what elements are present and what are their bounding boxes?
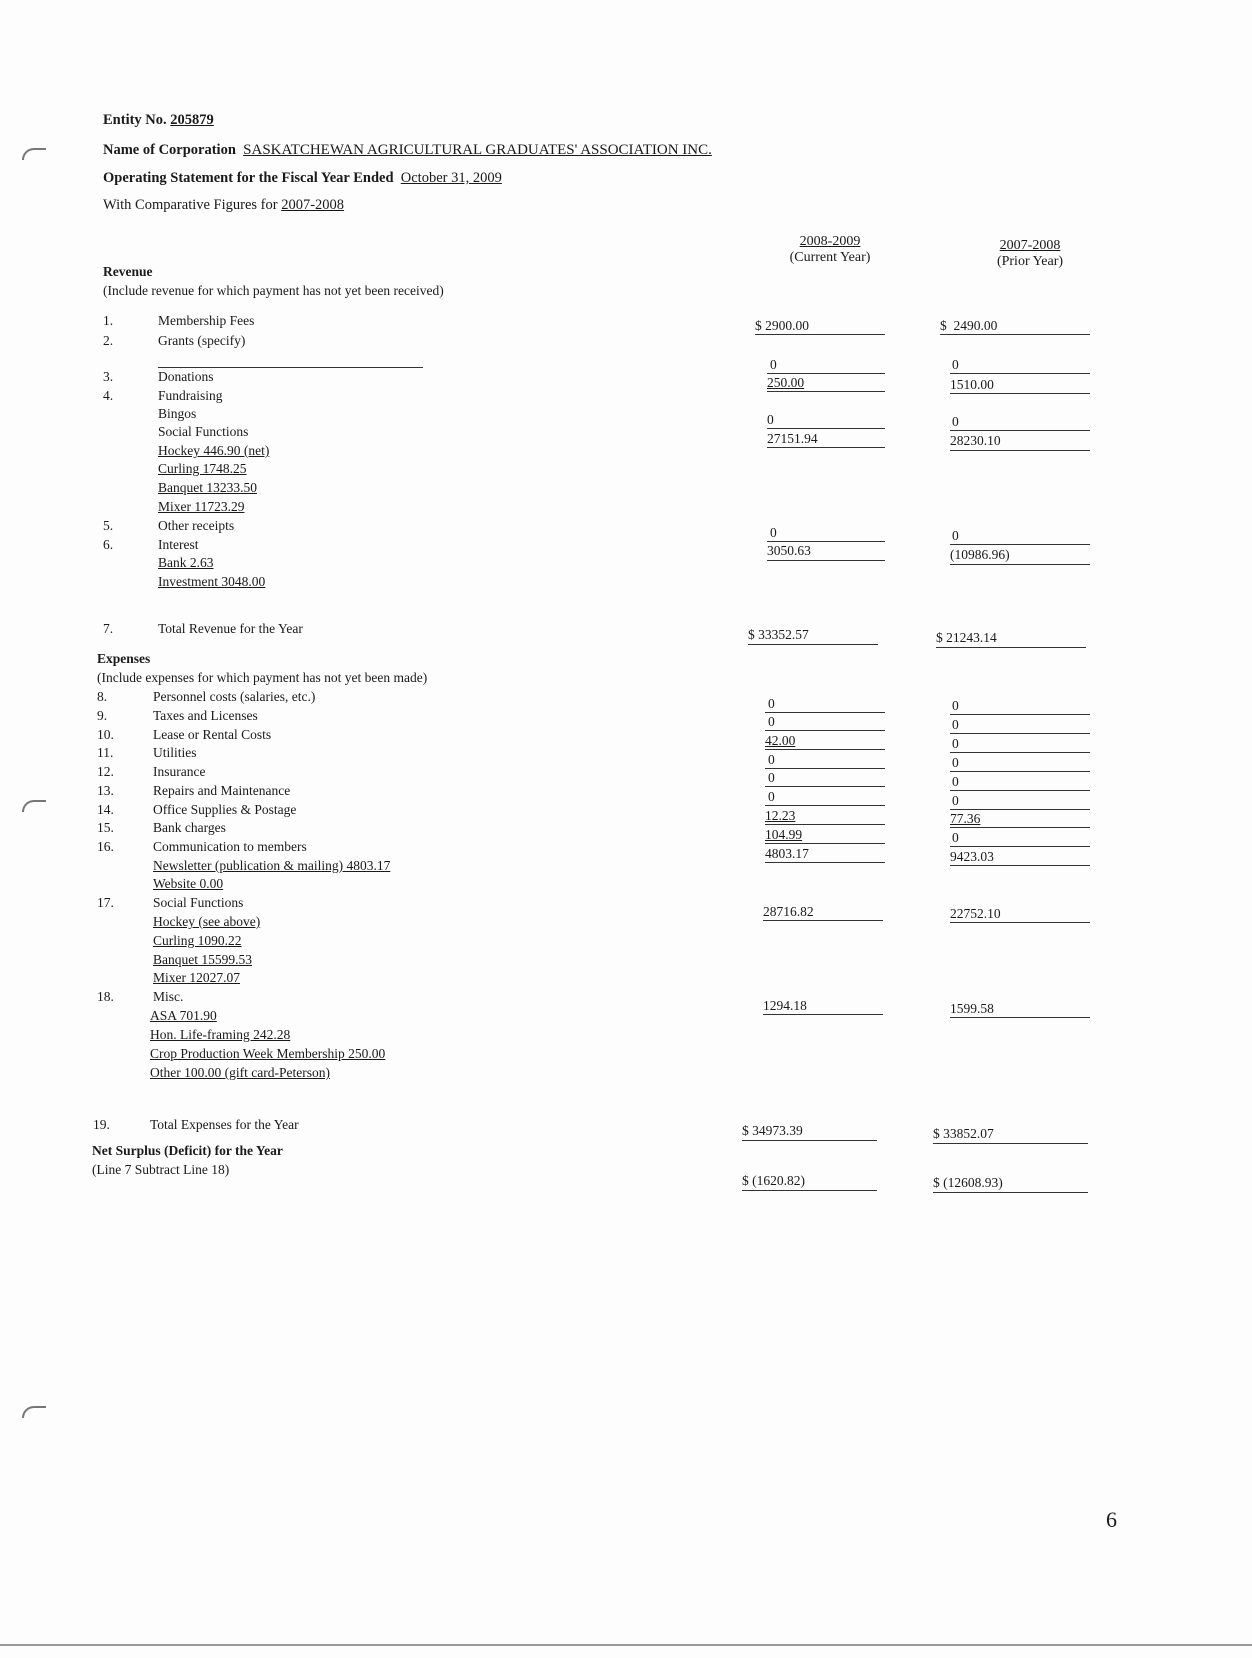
value-social-functions-current: 28716.82 [763, 904, 814, 919]
comparative-line [103, 197, 344, 214]
value-other-receipts-prior: 0 [952, 528, 959, 543]
value-underline [767, 560, 885, 561]
value-underline [767, 541, 885, 542]
value-underline [765, 712, 885, 713]
line-number: 7. [103, 621, 114, 636]
value-misc-current: 1294.18 [763, 998, 807, 1013]
sub-label-hockey: Hockey 446.90 (net) [158, 443, 270, 458]
line-label-office-supplies: Office Supplies & Postage [153, 802, 297, 817]
value-underline [950, 733, 1090, 734]
value-underline [950, 827, 1090, 828]
value-net-surplus-prior: $ (12608.93) [933, 1175, 1003, 1190]
binder-mark [22, 148, 46, 160]
sub-label-curling: Curling 1748.25 [158, 461, 247, 476]
sub-label-crop-production: Crop Production Week Membership 250.00 [150, 1046, 386, 1061]
value-underline [765, 730, 885, 731]
current-year-range: 2008-2009 [799, 234, 861, 249]
value-communication-prior: 9423.03 [950, 849, 994, 864]
line-number: 17. [97, 895, 114, 910]
value-underline [765, 786, 885, 787]
revenue-note: (Include revenue for which payment has not yet been received) [103, 283, 444, 298]
statement-line [103, 170, 502, 187]
value-underline [767, 428, 885, 429]
line-number: 18. [97, 989, 114, 1004]
value-underline [950, 373, 1090, 374]
value-underline [950, 714, 1090, 715]
line-label-communication: Communication to members [153, 839, 307, 854]
line-number: 4. [103, 388, 114, 403]
value-personnel-current: 0 [768, 696, 775, 711]
line-label-personnel: Personnel costs (salaries, etc.) [153, 689, 316, 704]
value-underline [748, 644, 878, 645]
line-label-bank-charges: Bank charges [153, 820, 226, 835]
value-underline [763, 1014, 883, 1015]
value-office-supplies-prior: 77.36 [950, 811, 981, 826]
page-number: 6 [1106, 1507, 1117, 1532]
net-surplus-note: (Line 7 Subtract Line 18) [92, 1162, 230, 1177]
value-underline [765, 805, 885, 806]
value-underline [950, 865, 1090, 866]
value-underline [940, 334, 1090, 335]
line-number: 14. [97, 802, 114, 817]
value-interest-current: 3050.63 [767, 543, 811, 558]
net-surplus-label: Net Surplus (Deficit) for the Year [92, 1143, 283, 1158]
value-total-revenue-current: $ 33352.57 [748, 627, 809, 642]
value-grants-current: 0 [770, 357, 777, 372]
value-underline [936, 647, 1086, 648]
line-label-utilities: Utilities [153, 745, 197, 760]
value-underline [933, 1192, 1088, 1193]
value-membership-prior: $ 2490.00 [940, 318, 998, 333]
value-bingos-prior: 0 [952, 414, 959, 429]
comparative-label: With Comparative Figures for [103, 197, 278, 213]
sub-label-investment: Investment 3048.00 [158, 574, 266, 589]
sub-label-banquet: Banquet 13233.50 [158, 480, 257, 495]
line-number: 6. [103, 537, 114, 552]
line-label-lease: Lease or Rental Costs [153, 727, 272, 742]
value-underline [767, 391, 885, 392]
line-number: 12. [97, 764, 114, 779]
line-label-grants: Grants (specify) [158, 333, 246, 348]
value-social-functions-prior: 22752.10 [950, 906, 1001, 921]
sub-label-mixer: Mixer 11723.29 [158, 499, 245, 514]
line-number: 1. [103, 313, 114, 328]
value-underline [950, 450, 1090, 451]
value-underline [742, 1140, 877, 1141]
value-underline [950, 790, 1090, 791]
sub-label-social-functions: Social Functions [158, 424, 249, 439]
prior-year-range: 2007-2008 [999, 238, 1061, 253]
value-underline [763, 920, 883, 921]
value-underline [765, 843, 885, 844]
line-label-social-functions: Social Functions [153, 895, 244, 910]
value-underline [765, 862, 885, 863]
sub-label-website: Website 0.00 [153, 876, 224, 891]
value-insurance-prior: 0 [952, 774, 959, 789]
line-label-taxes: Taxes and Licenses [153, 708, 258, 723]
value-underline [933, 1143, 1088, 1144]
value-office-supplies-current: 12.23 [765, 808, 796, 823]
value-bank-charges-prior: 0 [952, 830, 959, 845]
value-communication-current: 4803.17 [765, 846, 809, 861]
line-label-other-receipts: Other receipts [158, 518, 235, 533]
value-bingos-current: 0 [767, 412, 774, 427]
value-lease-prior: 0 [952, 736, 959, 751]
fiscal-year-end: October 31, 2009 [400, 170, 502, 186]
line-number: 3. [103, 369, 114, 384]
value-underline [950, 771, 1090, 772]
line-number: 13. [97, 783, 114, 798]
scan-edge [0, 1644, 1252, 1646]
statement-label: Operating Statement for the Fiscal Year Ended [103, 170, 394, 186]
line-label-total-revenue: Total Revenue for the Year [158, 621, 303, 636]
line-number: 8. [97, 689, 108, 704]
value-underline [765, 824, 885, 825]
comparative-years: 2007-2008 [281, 197, 345, 213]
value-donations-prior: 1510.00 [950, 377, 994, 392]
line-label-interest: Interest [158, 537, 199, 552]
value-bank-charges-current: 104.99 [765, 827, 803, 842]
value-underline [767, 447, 885, 448]
value-membership-current: $ 2900.00 [755, 318, 809, 333]
current-year-heading [760, 234, 900, 266]
value-underline [755, 334, 885, 335]
line-number: 2. [103, 333, 114, 348]
value-underline [950, 752, 1090, 753]
sub-label-mixer: Mixer 12027.07 [153, 970, 240, 985]
value-utilities-current: 0 [768, 752, 775, 767]
value-underline [950, 1017, 1090, 1018]
value-lease-current: 42.00 [765, 733, 796, 748]
value-underline [950, 809, 1090, 810]
sub-label-other: Other 100.00 (gift card-Peterson) [150, 1065, 330, 1080]
line-label-misc: Misc. [153, 989, 184, 1004]
corporation-name: SASKATCHEWAN AGRICULTURAL GRADUATES' ASSOCIATION INC. [243, 142, 712, 158]
sub-label-hockey: Hockey (see above) [153, 914, 261, 929]
entity-line [103, 112, 214, 129]
sub-label-hon-life: Hon. Life-framing 242.28 [150, 1027, 291, 1042]
value-total-revenue-prior: $ 21243.14 [936, 630, 997, 645]
prior-year-label: (Prior Year) [996, 254, 1064, 269]
value-underline [742, 1190, 877, 1191]
line-label-fundraising: Fundraising [158, 388, 223, 403]
corporation-label: Name of Corporation [103, 142, 236, 158]
line-number: 9. [97, 708, 108, 723]
revenue-heading: Revenue [103, 264, 153, 279]
sub-label-newsletter: Newsletter (publication & mailing) 4803.17 [153, 858, 391, 873]
expenses-note: (Include expenses for which payment has not yet been made) [97, 670, 428, 685]
prior-year-heading [970, 238, 1090, 270]
value-underline [950, 393, 1090, 394]
current-year-label: (Current Year) [789, 250, 871, 265]
binder-mark [22, 1406, 46, 1418]
expenses-heading: Expenses [97, 651, 151, 666]
line-number: 19. [93, 1117, 110, 1132]
value-underline [765, 749, 885, 750]
value-other-receipts-current: 0 [770, 525, 777, 540]
value-personnel-prior: 0 [952, 698, 959, 713]
value-underline [950, 544, 1090, 545]
value-total-expenses-current: $ 34973.39 [742, 1123, 803, 1138]
corporation-line [103, 142, 712, 159]
value-repairs-prior: 0 [952, 793, 959, 808]
line-number: 11. [97, 745, 114, 760]
line-label-repairs: Repairs and Maintenance [153, 783, 291, 798]
entity-label: Entity No. [103, 112, 167, 128]
value-total-expenses-prior: $ 33852.07 [933, 1126, 994, 1141]
entity-number: 205879 [170, 112, 214, 128]
line-number: 15. [97, 820, 114, 835]
value-interest-prior: (10986.96) [950, 547, 1010, 562]
sub-label-bingos: Bingos [158, 406, 197, 421]
value-misc-prior: 1599.58 [950, 1001, 994, 1016]
line-label-donations: Donations [158, 369, 214, 384]
value-donations-current: 250.00 [767, 375, 805, 390]
value-social-current: 27151.94 [767, 431, 818, 446]
value-underline [950, 846, 1090, 847]
sub-label-bank: Bank 2.63 [158, 555, 214, 570]
line-label-total-expenses: Total Expenses for the Year [150, 1117, 299, 1132]
line-number: 16. [97, 839, 114, 854]
line-number: 5. [103, 518, 114, 533]
value-grants-prior: 0 [952, 357, 959, 372]
value-underline [767, 373, 885, 374]
value-underline [765, 768, 885, 769]
value-taxes-current: 0 [768, 714, 775, 729]
line-label-membership: Membership Fees [158, 313, 255, 328]
line-label-insurance: Insurance [153, 764, 206, 779]
value-underline [950, 922, 1090, 923]
sub-label-banquet: Banquet 15599.53 [153, 952, 252, 967]
value-underline [950, 430, 1090, 431]
line-number: 10. [97, 727, 114, 742]
value-net-surplus-current: $ (1620.82) [742, 1173, 805, 1188]
sub-label-asa: ASA 701.90 [150, 1008, 217, 1023]
value-insurance-current: 0 [768, 770, 775, 785]
value-repairs-current: 0 [768, 789, 775, 804]
grants-specify-line [158, 367, 423, 368]
sub-label-curling: Curling 1090.22 [153, 933, 242, 948]
value-taxes-prior: 0 [952, 717, 959, 732]
value-underline [950, 564, 1090, 565]
binder-mark [22, 800, 46, 812]
value-utilities-prior: 0 [952, 755, 959, 770]
value-social-prior: 28230.10 [950, 433, 1001, 448]
